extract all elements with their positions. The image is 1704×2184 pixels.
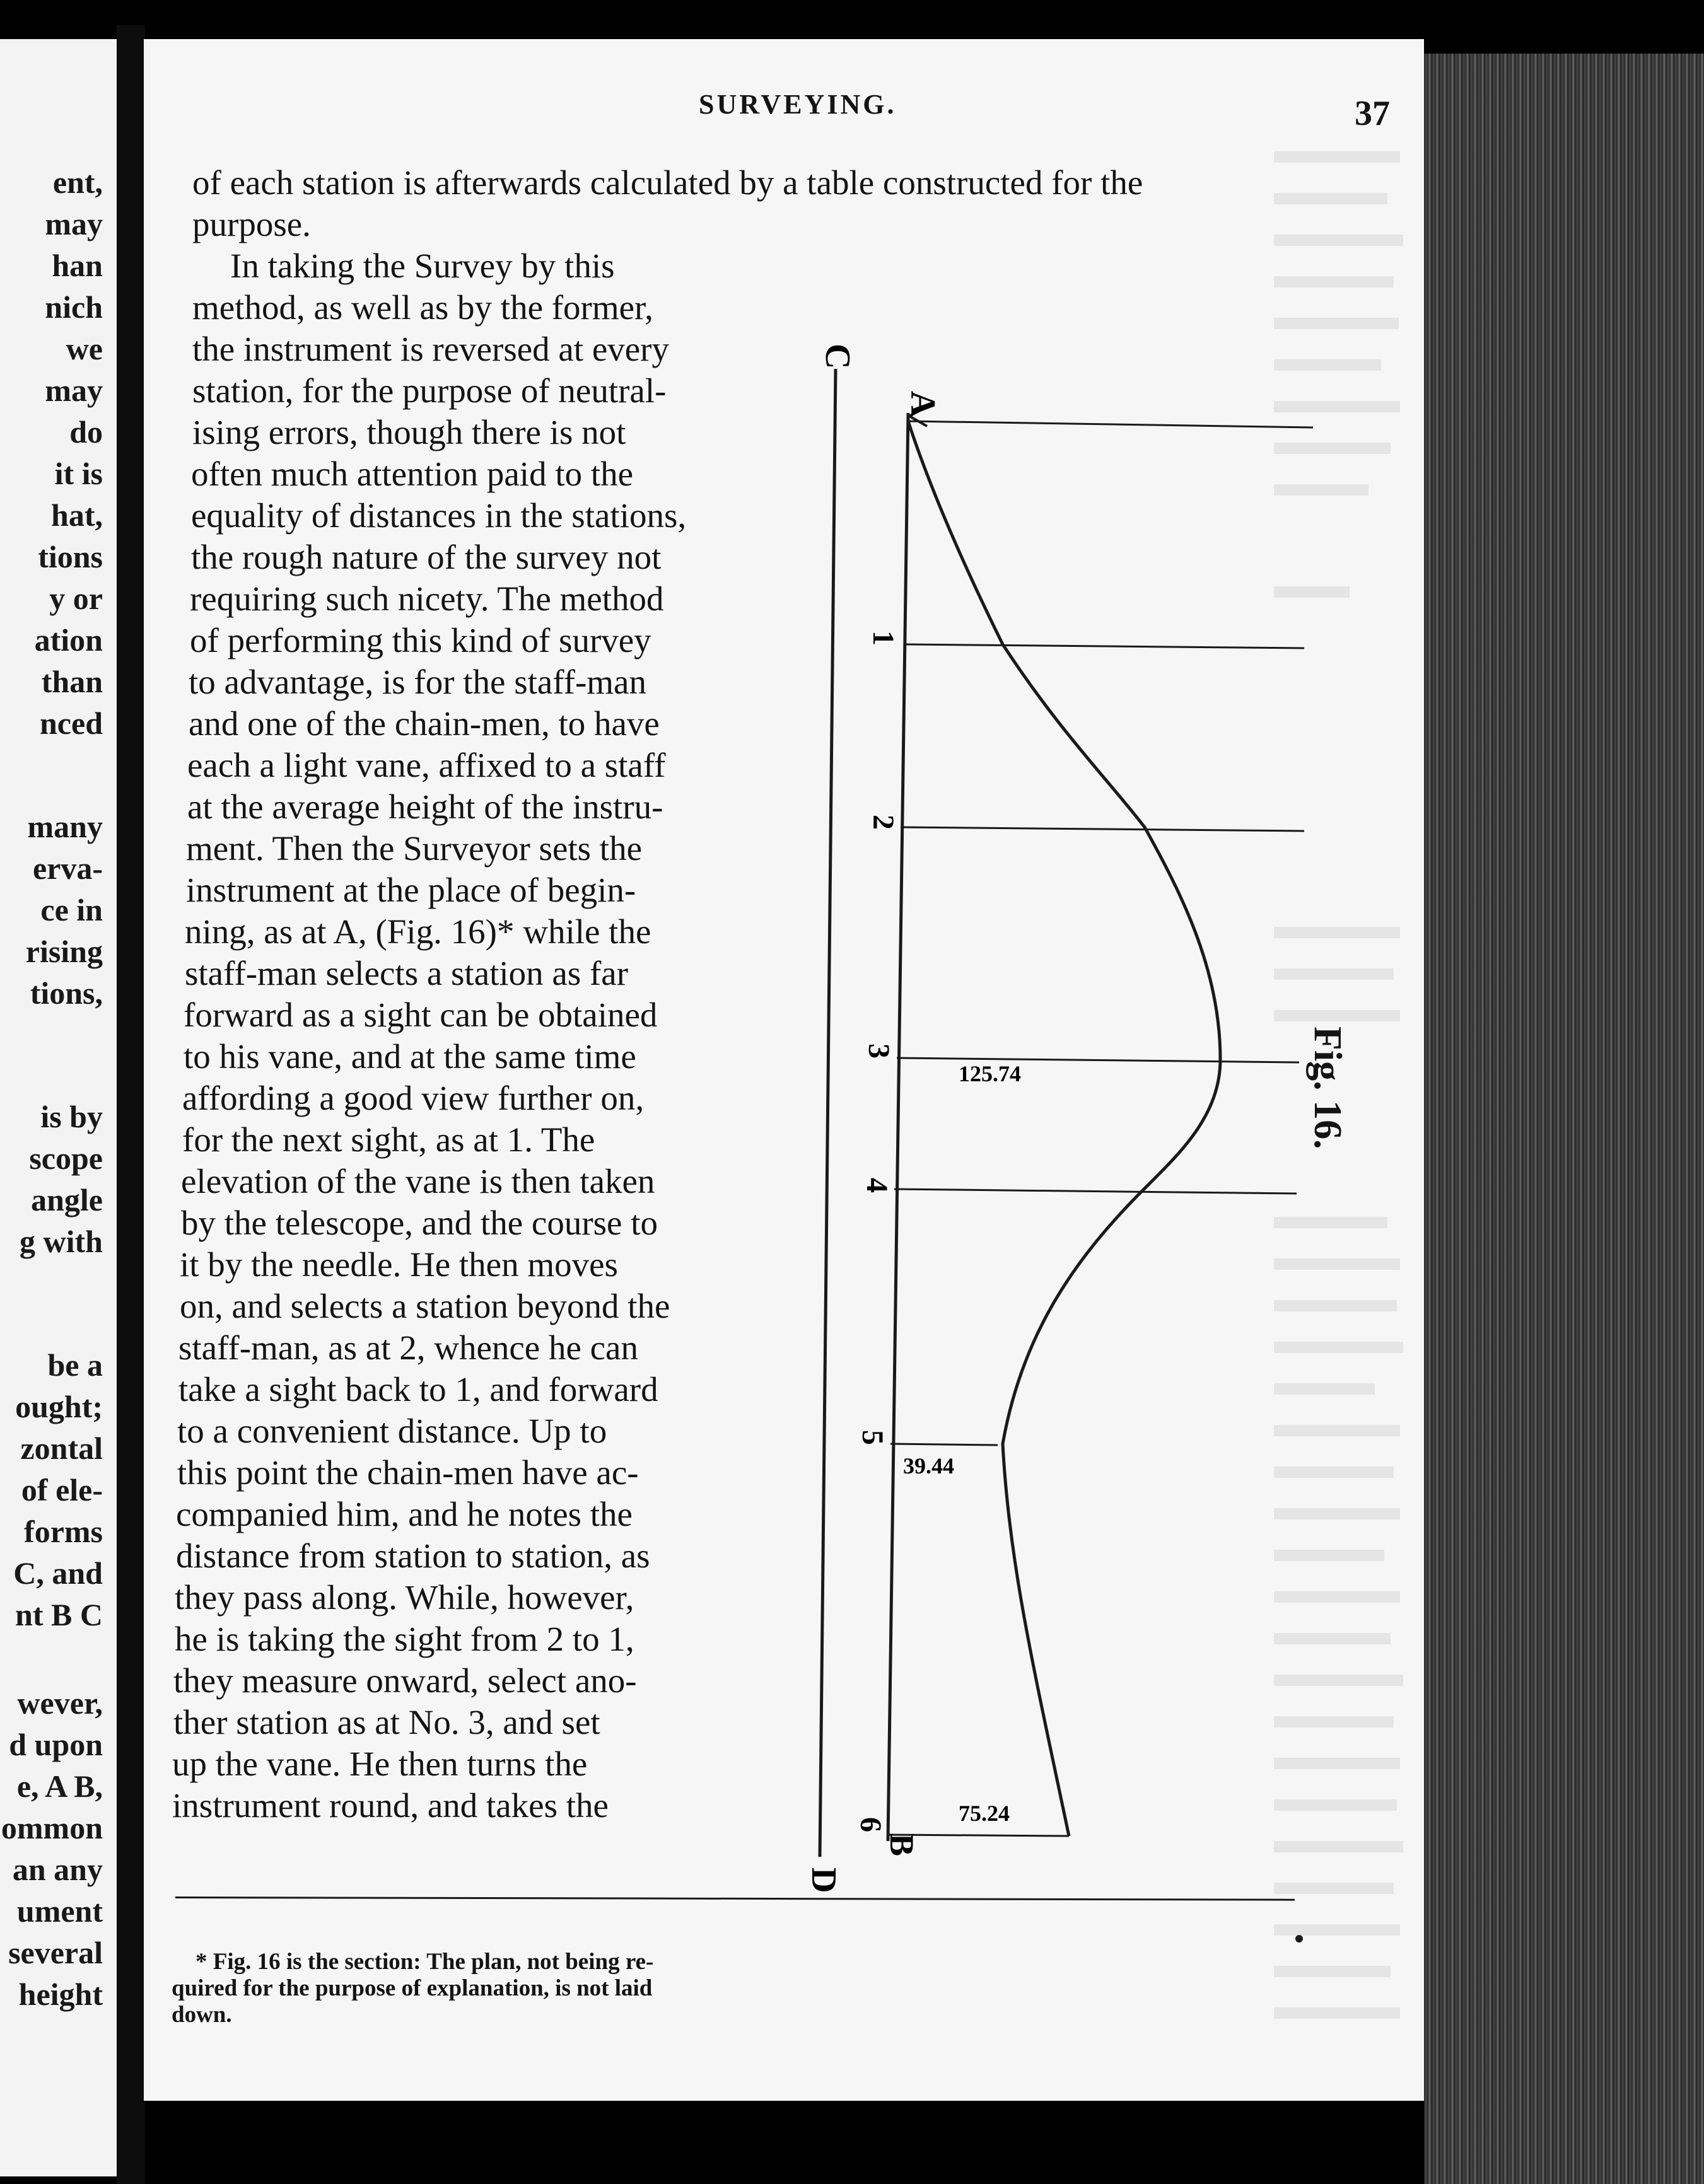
station-line-1 xyxy=(906,644,1304,648)
facing-page-fragment: many xyxy=(27,809,103,844)
body-line: ising errors, though there is not xyxy=(192,413,626,451)
facing-page-fragment: forms xyxy=(24,1514,103,1549)
facing-page-fragment: height xyxy=(18,1977,103,2012)
body-line: often much attention paid to the xyxy=(191,455,634,493)
body-line: the instrument is reversed at every xyxy=(192,330,669,368)
body-line: staff-man selects a station as far xyxy=(185,954,629,992)
body-line: equality of distances in the stations, xyxy=(191,496,687,535)
facing-page-fragment: tions xyxy=(38,539,103,574)
body-line: staff-man, as at 2, whence he can xyxy=(178,1328,638,1367)
facing-page-fragment: ument xyxy=(16,1893,103,1929)
facing-page-fragment: do xyxy=(69,414,103,450)
facing-page-fragment: may xyxy=(45,206,103,241)
axis-line-cd xyxy=(820,369,836,1857)
body-line: In taking the Survey by this xyxy=(230,247,615,285)
body-line: requiring such nicety. The method xyxy=(190,579,664,618)
elevation-value: 125.74 xyxy=(959,1061,1021,1086)
body-line: each a light vane, affixed to a staff xyxy=(187,746,666,784)
station-label-3: 3 xyxy=(862,1043,896,1059)
figure-caption: Fig. 16. xyxy=(1306,1026,1349,1149)
base-line-ab xyxy=(888,413,908,1841)
body-line: they measure onward, select ano- xyxy=(173,1661,637,1700)
station-line-4 xyxy=(894,1189,1297,1194)
body-line: elevation of the vane is then taken xyxy=(181,1162,655,1200)
body-line: and one of the chain-men, to have xyxy=(189,704,660,743)
body-line: take a sight back to 1, and forward xyxy=(178,1370,658,1409)
body-line: companied him, and he notes the xyxy=(176,1495,633,1533)
facing-page-fragment: nced xyxy=(40,706,103,741)
facing-page-fragment: angle xyxy=(31,1182,103,1217)
facing-page-fragment: nich xyxy=(45,289,103,325)
facing-page-fragment: be a xyxy=(47,1347,103,1383)
axis-label-c: C xyxy=(818,344,857,369)
facing-page-fragment: may xyxy=(45,373,103,408)
facing-page-fragment: ation xyxy=(34,622,103,658)
facing-page-fragment: e, A B, xyxy=(16,1769,103,1804)
facing-page-fragment: rising xyxy=(25,934,103,969)
body-line: to a convenient distance. Up to xyxy=(177,1412,607,1450)
facing-page-fragment: several xyxy=(8,1935,103,1970)
body-line: the rough nature of the survey not xyxy=(191,538,662,576)
body-line: station, for the purpose of neutral- xyxy=(192,371,667,410)
facing-page-fragment: it is xyxy=(54,456,103,491)
station-line-3 xyxy=(897,1058,1299,1062)
body-line: instrument round, and takes the xyxy=(172,1786,609,1825)
body-line: on, and selects a station beyond the xyxy=(180,1287,670,1325)
page-number: 37 xyxy=(1355,94,1390,133)
facing-page-fragment: ought; xyxy=(15,1389,103,1424)
body-line: he is taking the sight from 2 to 1, xyxy=(175,1620,634,1658)
body-line: for the next sight, as at 1. The xyxy=(182,1120,595,1159)
facing-page-fragment: tions, xyxy=(30,975,103,1011)
facing-page-fragment: an any xyxy=(12,1852,103,1887)
facing-page-fragment: nt B C xyxy=(15,1597,103,1632)
body-line: ning, as at A, (Fig. 16)* while the xyxy=(185,912,651,951)
point-label-a: A xyxy=(903,391,942,417)
facing-page-fragment: is by xyxy=(40,1099,103,1134)
facing-page-fragment: ent, xyxy=(52,165,103,200)
body-line: affording a good view further on, xyxy=(182,1079,645,1117)
body-line: distance from station to station, as xyxy=(176,1536,650,1575)
body-line: of performing this kind of survey xyxy=(190,621,651,659)
footnote-line: * Fig. 16 is the section: The plan, not being re- xyxy=(195,1949,654,1975)
footnote-line: down. xyxy=(172,2002,232,2028)
facing-page-fragment: ce in xyxy=(40,892,103,927)
facing-page-fragment: d upon xyxy=(9,1727,103,1762)
elevation-value: 39.44 xyxy=(903,1453,954,1478)
station-label-4: 4 xyxy=(860,1178,894,1193)
facing-page-fragment: g with xyxy=(20,1224,103,1259)
body-line: method, as well as by the former, xyxy=(192,288,653,327)
facing-page-fragment: than xyxy=(41,664,103,699)
body-line: of each station is afterwards calculated by a table constructed for the xyxy=(192,163,1143,202)
ground-profile-curve xyxy=(908,421,1220,1836)
facing-page-fragment: of ele- xyxy=(21,1472,103,1507)
station-label-5: 5 xyxy=(856,1430,889,1445)
body-line: it by the needle. He then moves xyxy=(180,1245,618,1284)
facing-page-fragment: wever, xyxy=(17,1685,103,1721)
facing-page-fragment: scope xyxy=(29,1141,103,1176)
facing-page-fragment: zontal xyxy=(20,1431,103,1466)
body-line: to his vane, and at the same time xyxy=(184,1037,636,1076)
facing-page-fragment: we xyxy=(66,331,103,366)
point-label-b: B xyxy=(883,1833,921,1857)
station-line-2 xyxy=(901,827,1304,831)
station-line-a xyxy=(908,421,1313,427)
elevation-value: 75.24 xyxy=(959,1801,1010,1826)
body-line: to advantage, is for the staff-man xyxy=(189,663,646,701)
body-line: forward as a sight can be obtained xyxy=(184,996,658,1034)
facing-page-fragment: erva- xyxy=(32,851,103,886)
running-head: SURVEYING. xyxy=(699,89,897,120)
body-line: this point the chain-men have ac- xyxy=(177,1453,639,1492)
body-line: ment. Then the Surveyor sets the xyxy=(186,829,643,868)
body-line: ther station as at No. 3, and set xyxy=(173,1703,600,1741)
ink-dot xyxy=(1295,1935,1303,1943)
station-label-6: 6 xyxy=(854,1817,887,1832)
body-line: at the average height of the instru- xyxy=(187,787,663,826)
body-line: instrument at the place of begin- xyxy=(186,871,636,909)
station-line-5 xyxy=(890,1444,998,1445)
axis-label-d: D xyxy=(804,1867,843,1893)
facing-page-fragment: hat, xyxy=(51,497,103,533)
facing-page-fragment: y or xyxy=(49,581,103,616)
body-line: by the telescope, and the course to xyxy=(181,1204,658,1242)
body-line: they pass along. While, however, xyxy=(175,1578,634,1617)
facing-page-fragment: han xyxy=(52,248,103,283)
station-label-1: 1 xyxy=(867,630,900,646)
body-line: up the vane. He then turns the xyxy=(172,1745,588,1783)
facing-page-fragment: C, and xyxy=(13,1555,103,1591)
station-label-2: 2 xyxy=(867,815,900,830)
footnote-line: quired for the purpose of explanation, is not laid xyxy=(172,1975,653,2001)
body-line: purpose. xyxy=(192,205,311,243)
facing-page-fragment: ommon xyxy=(1,1810,103,1845)
